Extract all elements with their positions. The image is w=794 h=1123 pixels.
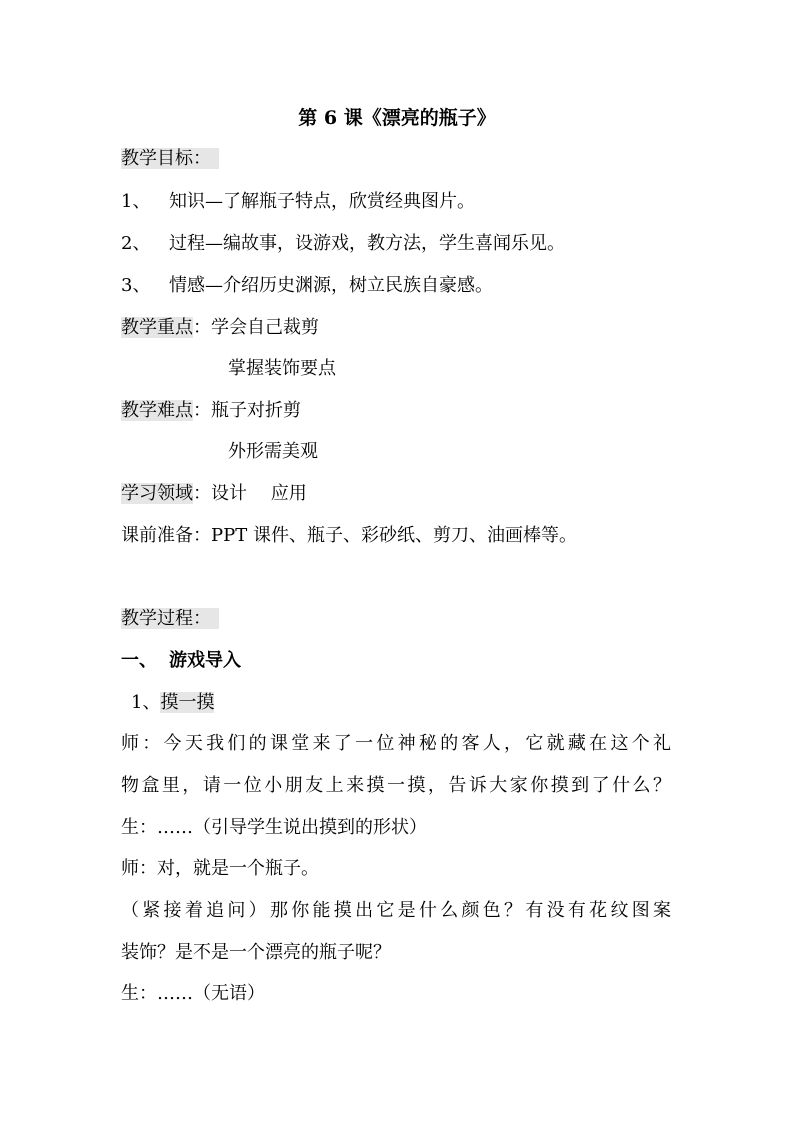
dialogue-line-3: 生：……（引导学生说出摸到的形状） — [121, 817, 427, 838]
domain-label: 学习领域 — [121, 483, 193, 504]
dialogue-line-6: 装饰？是不是一个漂亮的瓶子呢？ — [121, 942, 391, 963]
dialogue-line-5: （紧接着追问）那你能摸出它是什么颜色？有没有花纹图案 — [121, 900, 671, 921]
prep-label: 课前准备： — [121, 525, 211, 546]
section-num: 一、 — [121, 650, 157, 671]
difficulty-line-2: 外形需美观 — [228, 441, 318, 462]
dialogue-line-1: 师：今天我们的课堂来了一位神秘的客人，它就藏在这个礼 — [121, 733, 671, 754]
dialogue-line-2: 物盒里，请一位小朋友上来摸一摸，告诉大家你摸到了什么？ — [121, 775, 671, 796]
process-label: 教学过程： — [121, 608, 219, 629]
objective-item-3 — [121, 273, 493, 299]
difficulties-sep: ： — [193, 400, 211, 421]
difficulty-line: 瓶子对折剪 — [211, 400, 301, 421]
dialogue-line-7: 生：……（无语） — [121, 983, 265, 1004]
prep-value: PPT 课件、瓶子、彩砂纸、剪刀、油画棒等。 — [211, 525, 577, 546]
key-points-row — [121, 315, 319, 341]
objectives-heading — [121, 146, 219, 172]
domain-sep: ： — [193, 483, 211, 504]
objective-text: 过程—编故事，设游戏，教方法，学生喜闻乐见。 — [169, 233, 565, 254]
objective-text: 情感—介绍历史渊源，树立民族自豪感。 — [169, 275, 493, 296]
key-point-line: 学会自己裁剪 — [211, 317, 319, 338]
objectives-label: 教学目标： — [121, 148, 219, 169]
step-1-heading — [131, 690, 214, 716]
domain-value: 设计 应用 — [211, 483, 307, 504]
key-points-label: 教学重点 — [121, 317, 193, 338]
lesson-title: 第 6 课《漂亮的瓶子》 — [298, 107, 496, 129]
dialogue-line-4: 师：对，就是一个瓶子。 — [121, 858, 319, 879]
step-label: 摸一摸 — [160, 692, 215, 713]
key-point-line-2: 掌握装饰要点 — [228, 358, 336, 379]
domain-row — [121, 481, 307, 507]
key-points-sep: ： — [193, 317, 211, 338]
objective-num: 1、 — [121, 191, 151, 212]
step-num: 1、 — [131, 692, 161, 713]
prep-row — [121, 523, 577, 549]
difficulties-row — [121, 398, 301, 424]
objective-num: 2、 — [121, 233, 151, 254]
difficulties-label: 教学难点 — [121, 400, 193, 421]
section-1-heading — [121, 648, 241, 674]
objective-text: 知识—了解瓶子特点，欣赏经典图片。 — [169, 191, 475, 212]
objective-num: 3、 — [121, 275, 151, 296]
objective-item-2 — [121, 231, 565, 257]
objective-item-1 — [121, 189, 475, 215]
section-title: 游戏导入 — [169, 650, 241, 671]
process-heading — [121, 606, 219, 632]
